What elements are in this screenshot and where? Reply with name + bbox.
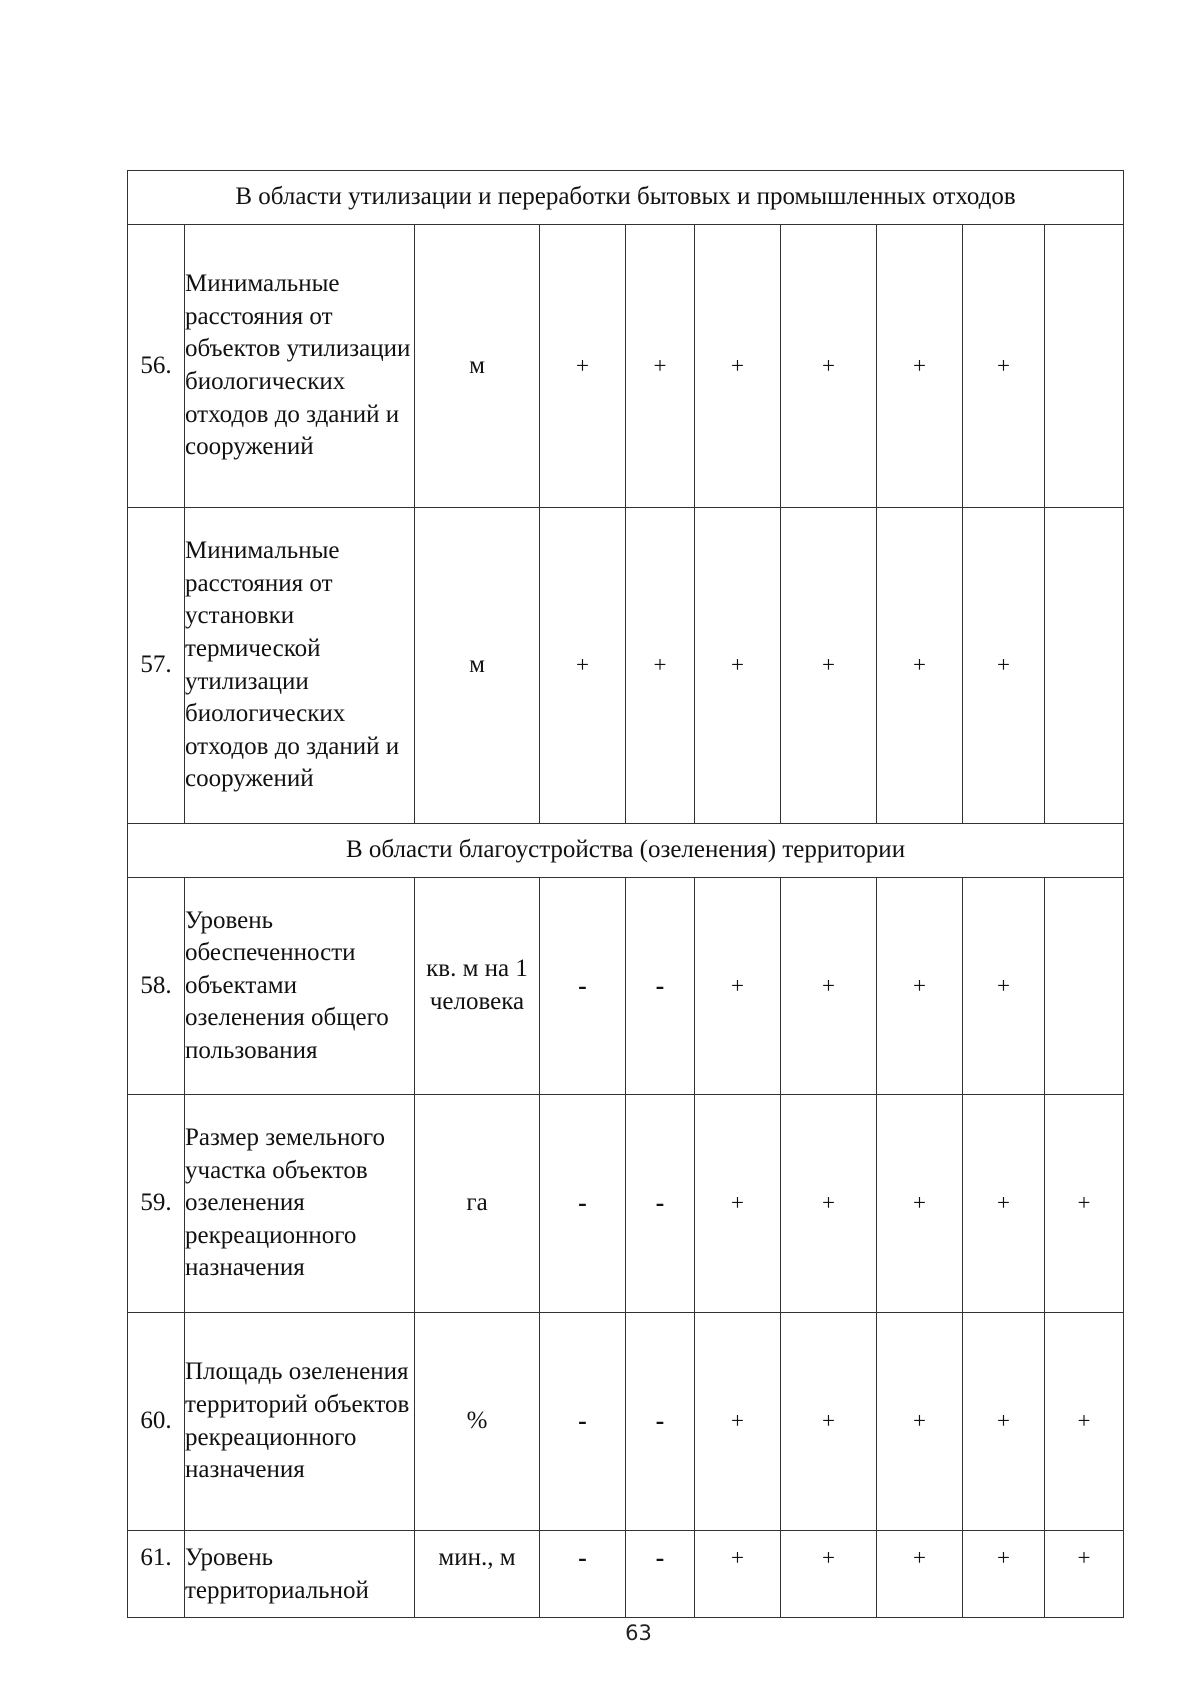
table-row — [128, 878, 1124, 1095]
applicability-mark: + — [781, 1313, 877, 1531]
applicability-mark: - — [626, 878, 695, 1095]
section-header-row — [128, 824, 1124, 878]
applicability-mark: + — [695, 508, 781, 824]
applicability-mark: + — [695, 1095, 781, 1313]
applicability-mark: + — [695, 878, 781, 1095]
row-number: 57. — [128, 508, 185, 824]
indicator-name: Минимальные расстояния от установки термической утилизации биологических отходов до зданий и сооружений — [185, 508, 415, 824]
applicability-mark: + — [877, 1313, 963, 1531]
indicator-name: Площадь озеленения территорий объектов рекреационного назначения — [185, 1313, 415, 1531]
unit-of-measure: га — [415, 1095, 540, 1313]
applicability-mark: + — [781, 225, 877, 508]
applicability-mark: + — [781, 878, 877, 1095]
applicability-mark: - — [540, 878, 626, 1095]
applicability-mark: + — [695, 1531, 781, 1618]
table-body — [128, 171, 1124, 1618]
indicator-name: Уровень территориальной — [185, 1531, 415, 1618]
table-row — [128, 1095, 1124, 1313]
applicability-mark: - — [626, 1313, 695, 1531]
row-number: 61. — [128, 1531, 185, 1618]
indicators-table — [127, 170, 1124, 1618]
table-row — [128, 508, 1124, 824]
section-header-row — [128, 171, 1124, 225]
section-header-landscaping: В области благоустройства (озеленения) территории — [128, 824, 1124, 878]
unit-of-measure: м — [415, 225, 540, 508]
applicability-mark: + — [877, 878, 963, 1095]
unit-of-measure: мин., м — [415, 1531, 540, 1618]
applicability-mark: + — [540, 508, 626, 824]
applicability-mark: + — [626, 508, 695, 824]
applicability-mark: + — [626, 225, 695, 508]
applicability-mark: - — [540, 1313, 626, 1531]
applicability-mark: - — [540, 1095, 626, 1313]
applicability-mark: + — [963, 1313, 1045, 1531]
row-number: 56. — [128, 225, 185, 508]
applicability-mark: + — [1045, 1095, 1124, 1313]
table-row — [128, 1531, 1124, 1618]
row-number: 59. — [128, 1095, 185, 1313]
applicability-mark: + — [963, 1095, 1045, 1313]
applicability-mark: + — [1045, 1313, 1124, 1531]
applicability-mark: + — [963, 508, 1045, 824]
applicability-mark: - — [626, 1095, 695, 1313]
unit-of-measure: % — [415, 1313, 540, 1531]
applicability-mark: + — [781, 508, 877, 824]
applicability-mark: + — [695, 1313, 781, 1531]
applicability-mark: + — [877, 225, 963, 508]
applicability-mark — [1045, 225, 1124, 508]
applicability-mark: + — [781, 1531, 877, 1618]
indicator-name: Размер земельного участка объектов озеленения рекреационного назначения — [185, 1095, 415, 1313]
row-number: 60. — [128, 1313, 185, 1531]
page-number: 63 — [625, 1621, 652, 1645]
applicability-mark — [1045, 878, 1124, 1095]
row-number: 58. — [128, 878, 185, 1095]
applicability-mark: + — [781, 1095, 877, 1313]
unit-of-measure: м — [415, 508, 540, 824]
section-header-waste: В области утилизации и переработки бытовых и промышленных отходов — [128, 171, 1124, 225]
applicability-mark: - — [626, 1531, 695, 1618]
applicability-mark: + — [963, 1531, 1045, 1618]
applicability-mark: + — [1045, 1531, 1124, 1618]
applicability-mark: + — [963, 225, 1045, 508]
applicability-mark: - — [540, 1531, 626, 1618]
indicator-name: Минимальные расстояния от объектов утилизации биологических отходов до зданий и сооружений — [185, 225, 415, 508]
applicability-mark: + — [540, 225, 626, 508]
applicability-mark — [1045, 508, 1124, 824]
table-row — [128, 225, 1124, 508]
indicator-name: Уровень обеспеченности объектами озеленения общего пользования — [185, 878, 415, 1095]
table-row — [128, 1313, 1124, 1531]
applicability-mark: + — [877, 508, 963, 824]
applicability-mark: + — [695, 225, 781, 508]
applicability-mark: + — [877, 1095, 963, 1313]
applicability-mark: + — [877, 1531, 963, 1618]
unit-of-measure: кв. м на 1 человека — [415, 878, 540, 1095]
applicability-mark: + — [963, 878, 1045, 1095]
